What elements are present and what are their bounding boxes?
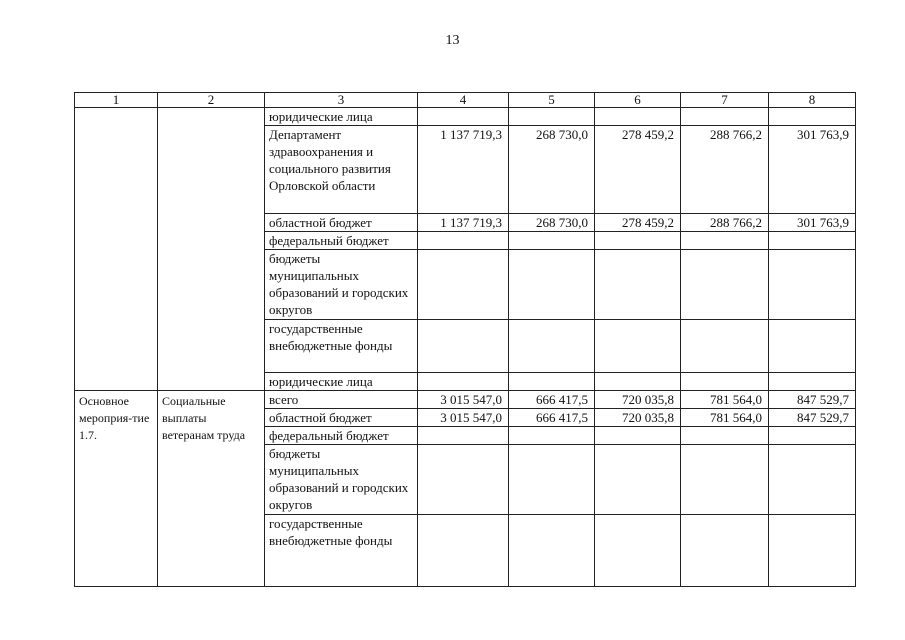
value-cell [769,250,856,320]
value-cell [418,320,509,373]
column-header: 2 [158,93,265,108]
row-label: юридические лица [265,108,418,126]
value-cell: 3 015 547,0 [418,409,509,427]
title-cell-empty [158,108,265,391]
row-label: бюджеты муниципальных образований и городских округов [265,445,418,515]
value-cell [769,108,856,126]
value-cell: 278 459,2 [595,126,681,214]
value-cell: 847 529,7 [769,409,856,427]
value-cell [681,232,769,250]
financing-table [74,92,856,587]
value-cell: 1 137 719,3 [418,126,509,214]
column-header: 4 [418,93,509,108]
row-label: бюджеты муниципальных образований и городских округов [265,250,418,320]
table-row [75,108,856,126]
value-cell: 720 035,8 [595,391,681,409]
column-header: 6 [595,93,681,108]
value-cell [418,232,509,250]
value-cell: 781 564,0 [681,409,769,427]
row-label: областной бюджет [265,214,418,232]
value-cell: 288 766,2 [681,214,769,232]
value-cell [418,427,509,445]
value-cell: 847 529,7 [769,391,856,409]
row-label: Департамент здравоохранения и социального развития Орловской области [265,126,418,214]
value-cell [595,373,681,391]
value-cell [769,515,856,587]
value-cell [769,445,856,515]
measure-cell-empty [75,108,158,391]
row-label: федеральный бюджет [265,427,418,445]
row-label: всего [265,391,418,409]
value-cell: 781 564,0 [681,391,769,409]
column-header: 8 [769,93,856,108]
value-cell [418,445,509,515]
row-label: федеральный бюджет [265,232,418,250]
value-cell [595,250,681,320]
value-cell [681,373,769,391]
value-cell [681,108,769,126]
column-header: 3 [265,93,418,108]
value-cell [418,373,509,391]
value-cell [769,232,856,250]
value-cell: 301 763,9 [769,214,856,232]
table-header-row [75,93,856,108]
value-cell [681,250,769,320]
value-cell [595,320,681,373]
value-cell [509,320,595,373]
value-cell [595,515,681,587]
value-cell [595,427,681,445]
value-cell [769,373,856,391]
row-label: государственные внебюджетные фонды [265,320,418,373]
value-cell [509,427,595,445]
value-cell [509,232,595,250]
row-label: государственные внебюджетные фонды [265,515,418,587]
column-header: 5 [509,93,595,108]
value-cell [509,108,595,126]
value-cell [769,320,856,373]
value-cell: 288 766,2 [681,126,769,214]
value-cell [509,250,595,320]
value-cell [769,427,856,445]
value-cell: 1 137 719,3 [418,214,509,232]
value-cell [595,108,681,126]
row-label: областной бюджет [265,409,418,427]
value-cell: 268 730,0 [509,214,595,232]
value-cell [595,232,681,250]
measure-title: Социальные выплаты ветеранам труда [158,391,265,587]
value-cell: 3 015 547,0 [418,391,509,409]
value-cell [681,515,769,587]
value-cell [418,108,509,126]
value-cell: 268 730,0 [509,126,595,214]
measure-label: Основное мероприя-тие 1.7. [75,391,158,587]
value-cell [595,445,681,515]
value-cell [509,515,595,587]
value-cell: 666 417,5 [509,409,595,427]
value-cell: 301 763,9 [769,126,856,214]
value-cell [681,445,769,515]
value-cell [509,445,595,515]
value-cell [418,250,509,320]
value-cell: 720 035,8 [595,409,681,427]
column-header: 1 [75,93,158,108]
column-header: 7 [681,93,769,108]
value-cell: 278 459,2 [595,214,681,232]
row-label: юридические лица [265,373,418,391]
value-cell [509,373,595,391]
value-cell [681,427,769,445]
page-number: 13 [445,33,460,48]
value-cell [681,320,769,373]
table-row [75,391,856,409]
value-cell [418,515,509,587]
value-cell: 666 417,5 [509,391,595,409]
